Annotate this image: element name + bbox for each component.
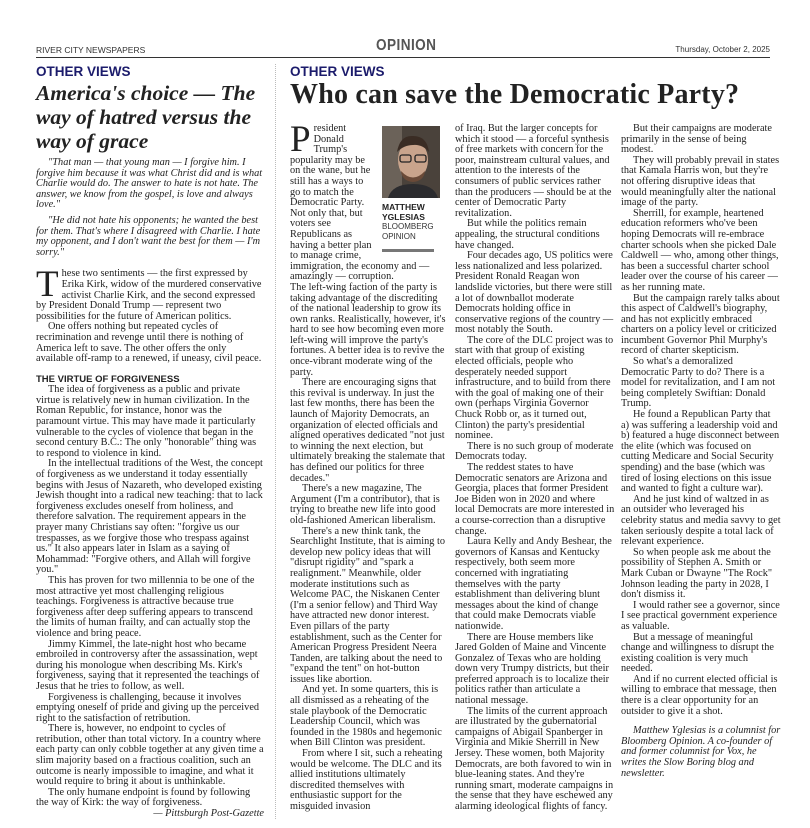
lead-text: hese two sentiments — the first expressed by Erika Kirk, widow of the murdered conservative activist Charlie Kirk, and the second expressed by President Donald Trump — represent two possibilities for the future of American politics. [36, 268, 262, 322]
article-column-3 [621, 124, 781, 779]
source-credit: — Pittsburgh Post-Gazette [153, 808, 264, 820]
left-kicker: OTHER VIEWS [36, 64, 131, 79]
column-divider [275, 64, 276, 819]
drop-cap: T [36, 264, 59, 306]
paragraph: But their campaigns are moderate primarily in the sense of being modest. [621, 123, 772, 156]
paragraph: The left-wing faction of the party is taking advantage of the discrediting of the national leadership to grow its own ranks. Realistically, however, it's hard to see how becoming even more left-wing will improve the party's fortunes. A better idea is to revive the once-vibrant moderate wing of the party. [290, 281, 446, 378]
paragraph: From where I sit, such a reheating would be welcome. The DLC and its allied institutions ultimately discredited themselves with enthusiastic support for the misguided invasion [290, 748, 443, 812]
left-article-body [36, 158, 264, 820]
right-kicker: OTHER VIEWS [290, 64, 385, 79]
quote: "He did not hate his opponents; he wanted the best for them. That's where I disagreed with Charlie. I hate my opponent, and I don't want the best for them — I'm sorry." [36, 214, 261, 258]
paragraph: And he just kind of waltzed in as an outsider who leveraged his celebrity status and media savvy to get taken seriously despite a total lack of relevant experience. [621, 493, 781, 548]
paragraph: There are encouraging signs that this revival is underway. In just the last few months, there has been the launch of Majority Democrats, an organization of elected officials and aligned operatives dedicated "not just to winning the next election, but ultimately breaking the stalemate that has defined our politics for three decades." [290, 377, 445, 484]
paragraph-group [36, 322, 264, 364]
paragraph: There's a new magazine, The Argument (I'm a contributor), that is trying to breathe new life into good old-fashioned American liberalism. [290, 483, 440, 526]
paragraph: Forgiveness is challenging, because it involves emptying oneself of pride and giving up the perceived right to the satisfaction of retribution. [36, 691, 260, 724]
paragraph: Sherrill, for example, heartened education reformers who've been hoping Democrats will re-embrace charter schools when she picked Dale Caldwell — who, among other things, has been a successful charter school leader over the course of his career — as her running mate. [621, 207, 779, 293]
lead-paragraph [36, 264, 264, 322]
paragraph: And if no current elected official is willing to embrace that message, then there is a clear opportunity for an outsider to give it a shot. [621, 673, 778, 717]
quote: "That man — that young man — I forgive him. I forgive him because it was what Christ did and is what Charlie would do. The answer to hate is not hate. The answer, we know from the gospel, is love and always love." [36, 157, 263, 211]
paragraph: But a message of meaningful change and willingness to disrupt the existing coalition is very much needed. [621, 631, 774, 675]
paragraph: Jimmy Kimmel, the late-night host who became embroiled in controversy after the assassination, wept during his monologue when describing Ms. Kirk's forgiveness, saying that it represented the teachings of Jesus that he tries to follow, as well. [36, 638, 260, 692]
right-article [290, 64, 781, 812]
author-org-line2: OPINION [382, 232, 416, 241]
paragraph: This has proven for two millennia to be one of the most attractive yet most challenging religious teachings. Forgiveness is attractive because true forgiveness after deep suffering appears to transcend the limits of human frailty, and can actually stop the violence and bring peace. [36, 574, 255, 639]
paragraph: The limits of the current approach are illustrated by the gubernatorial campaigns of Abigail Spanberger in Virginia and Mikie Sherrill in New Jersey. These women, both Majority Democrats, are both favored to win in blue-leaning states. And they're running smart, moderate campaigns in the sense that they have eschewed any alarming ideological flights of fancy. [455, 705, 614, 812]
paragraph: They will probably prevail in states that Kamala Harris won, but they're not offering disruptive ideas that would meaningfully alter the national image of the party. [621, 154, 780, 209]
paragraph: I would rather see a governor, since I see practical government experience as valuable. [621, 599, 780, 632]
author-name [382, 202, 446, 222]
paragraph: The only humane endpoint is found by following the way of Kirk: the way of forgiveness. [36, 786, 251, 809]
paragraph: But while the politics remain appealing, the structural conditions have changed. [455, 218, 600, 251]
byline-rule [382, 249, 434, 252]
paragraph: Four decades ago, US politics were less nationalized and less polarized. President Ronald Reagan won landslide victories, but there were still a lot of downballot moderate Democrats holding office in conservative regions of the country — most notably the South. [455, 250, 614, 336]
lead-text: resident Donald Trump's popularity may be on the wane, but he still has a ways to go to match the Democratic Party. Not only that, but voters see Republicans as having a better plan to manage crime, immigration, the economy and — amazingly — corruption. [290, 123, 430, 283]
paragraph: So what's a demoralized Democratic Party to do? There is a model for revitalization, and I am not being completely Swiftian: Donald Trump. [621, 356, 776, 410]
paragraph: There is no such group of moderate Democrats today. [455, 440, 614, 463]
paragraph: In the intellectual traditions of the West, the concept of forgiveness as we understand it today essentially begins with Jesus of Nazareth, who developed existing Jewish thought into a radical new teaching: that to lack forgiveness excludes oneself from holiness, and therefore salvation. The requirement appears in the prayer many Christians say often: "forgive us our trespasses, as we forgive those who trespass against us." It also appears later in Islam as a saying of Mohammad: "Forgive others, and Allah will forgive you." [36, 458, 263, 576]
right-headline: Who can save the Democratic Party? [290, 79, 740, 110]
newspaper-name: RIVER CITY NEWSPAPERS [36, 45, 146, 55]
paragraph-group [290, 283, 446, 813]
paragraph: He found a Republican Party that a) was suffering a leadership void and b) featured a huge disconnect between the elite (which was focused on cutting Medicare and Social Security spending) and the base (which was tired of losing elections on this issue and wanted to fight a culture war). [621, 409, 780, 495]
paragraph-group [36, 385, 264, 809]
page-header [36, 38, 770, 58]
byline [382, 126, 446, 252]
paragraph: So when people ask me about the possibility of Stephen A. Smith or Mark Cuban or Dwayne "The Rock" Johnson leading the party in 2028, I don't dismiss it. [621, 546, 773, 601]
paragraph: The reddest states to have Democratic senators are Arizona and Georgia, places that former President Joe Biden won in 2020 and where local Democrats are more interested in a course-correction than a disruptive change. [455, 462, 615, 537]
paragraph: There are House members like Jared Golden of Maine and Vincente Gonzalez of Texas who are holding down very Trumpy districts, but their preferred approach is to localize their politics rather than articulate a national message. [455, 631, 610, 707]
drop-cap: P [290, 119, 311, 160]
article-column-1 [290, 119, 446, 813]
paragraph: The core of the DLC project was to start with that group of existing elected officials, people who desperately needed support infrastructure, and to build from there with the goal of making one of their own (perhaps Virginia Governor Chuck Robb or, as it turned out, Clinton) the party's presidential nominee. [455, 334, 614, 442]
paragraph: There's a new think tank, the Searchlight Institute, that is aiming to develop new policy ideas that will "disrupt rigidity" and "spark a realignment." Meanwhile, older moderate institutions such as Welcome PAC, the Niskanen Center (I'm a senior fellow) and Third Way have attracted new donor interest. Even pillars of the party establishment, such as the Center for American Progress President Neera Tanden, are talking about the need to "expand the tent" on hot-button issues like abortion. [290, 525, 446, 685]
paragraph: of Iraq. But the larger concepts for which it stood — a forceful synthesis of free markets with concern for the poor, mainstream cultural values, and attention to the interests of the consumers of public services rather than the producers — should be at the center of Democratic Party revitalization. [455, 123, 612, 219]
left-article [36, 64, 264, 820]
author-last-name: YGLESIAS [382, 212, 425, 222]
paragraph: Laura Kelly and Andy Beshear, the governors of Kansas and Kentucky respectively, both seem more concerned with ingratiating themselves with the party establishment than delivering blunt messages about the kind of change that could make Democrats viable nationwide. [455, 536, 612, 632]
author-org-line1: BLOOMBERG [382, 222, 434, 231]
section-title: OPINION [376, 37, 437, 54]
issue-date: Thursday, October 2, 2025 [675, 45, 770, 54]
paragraph: There is, however, no endpoint to cycles of retribution, other than total victory. In a country where each party can only cobble together at any given time a slim majority based on a fractious coalition, such an outcome is nearly impossible to imagine, and what it would require to bring it about is unthinkable. [36, 723, 264, 788]
left-headline: America's choice — The way of hatred versus the way of grace [36, 81, 256, 153]
paragraph: But the campaign rarely talks about this aspect of Caldwell's biography, and has not explicitly embraced charters on a policy level or criticized incumbent Governor Phil Murphy's record of charter skepticism. [621, 292, 780, 357]
paragraph: The idea of forgiveness as a public and private virtue is relatively new in human civilization. In the Roman Republic, for instance, honor was the paramount virtue. This may have made it particularly vulnerable to the cycles of violence that began in the second century B.C.: The only "honorable" thing was to respond to violence in kind. [36, 384, 257, 459]
subhead: THE VIRTUE OF FORGIVENESS [36, 373, 180, 385]
paragraph-group [621, 124, 781, 717]
paragraph: One offers nothing but repeated cycles of recrimination and revenge until there is nothing of America left to save. The other offers the only available off-ramp to a renewed, if uneasy, civil peace. [36, 321, 262, 365]
article-column-2 [455, 124, 615, 813]
paragraph: And yet. In some quarters, this is all dismissed as a reheating of the stale playbook of the Democratic Leadership Council, which was founded in the 1980s and hegemonic when Bill Clinton was president. [290, 684, 442, 749]
author-first-name: MATTHEW [382, 202, 425, 212]
author-bio: Matthew Yglesias is a columnist for Bloomberg Opinion. A co-founder of and former columnist for Vox, he writes the Slow Boring blog and newsletter. [621, 725, 781, 779]
author-headshot-icon [382, 126, 440, 198]
author-org [382, 222, 446, 242]
